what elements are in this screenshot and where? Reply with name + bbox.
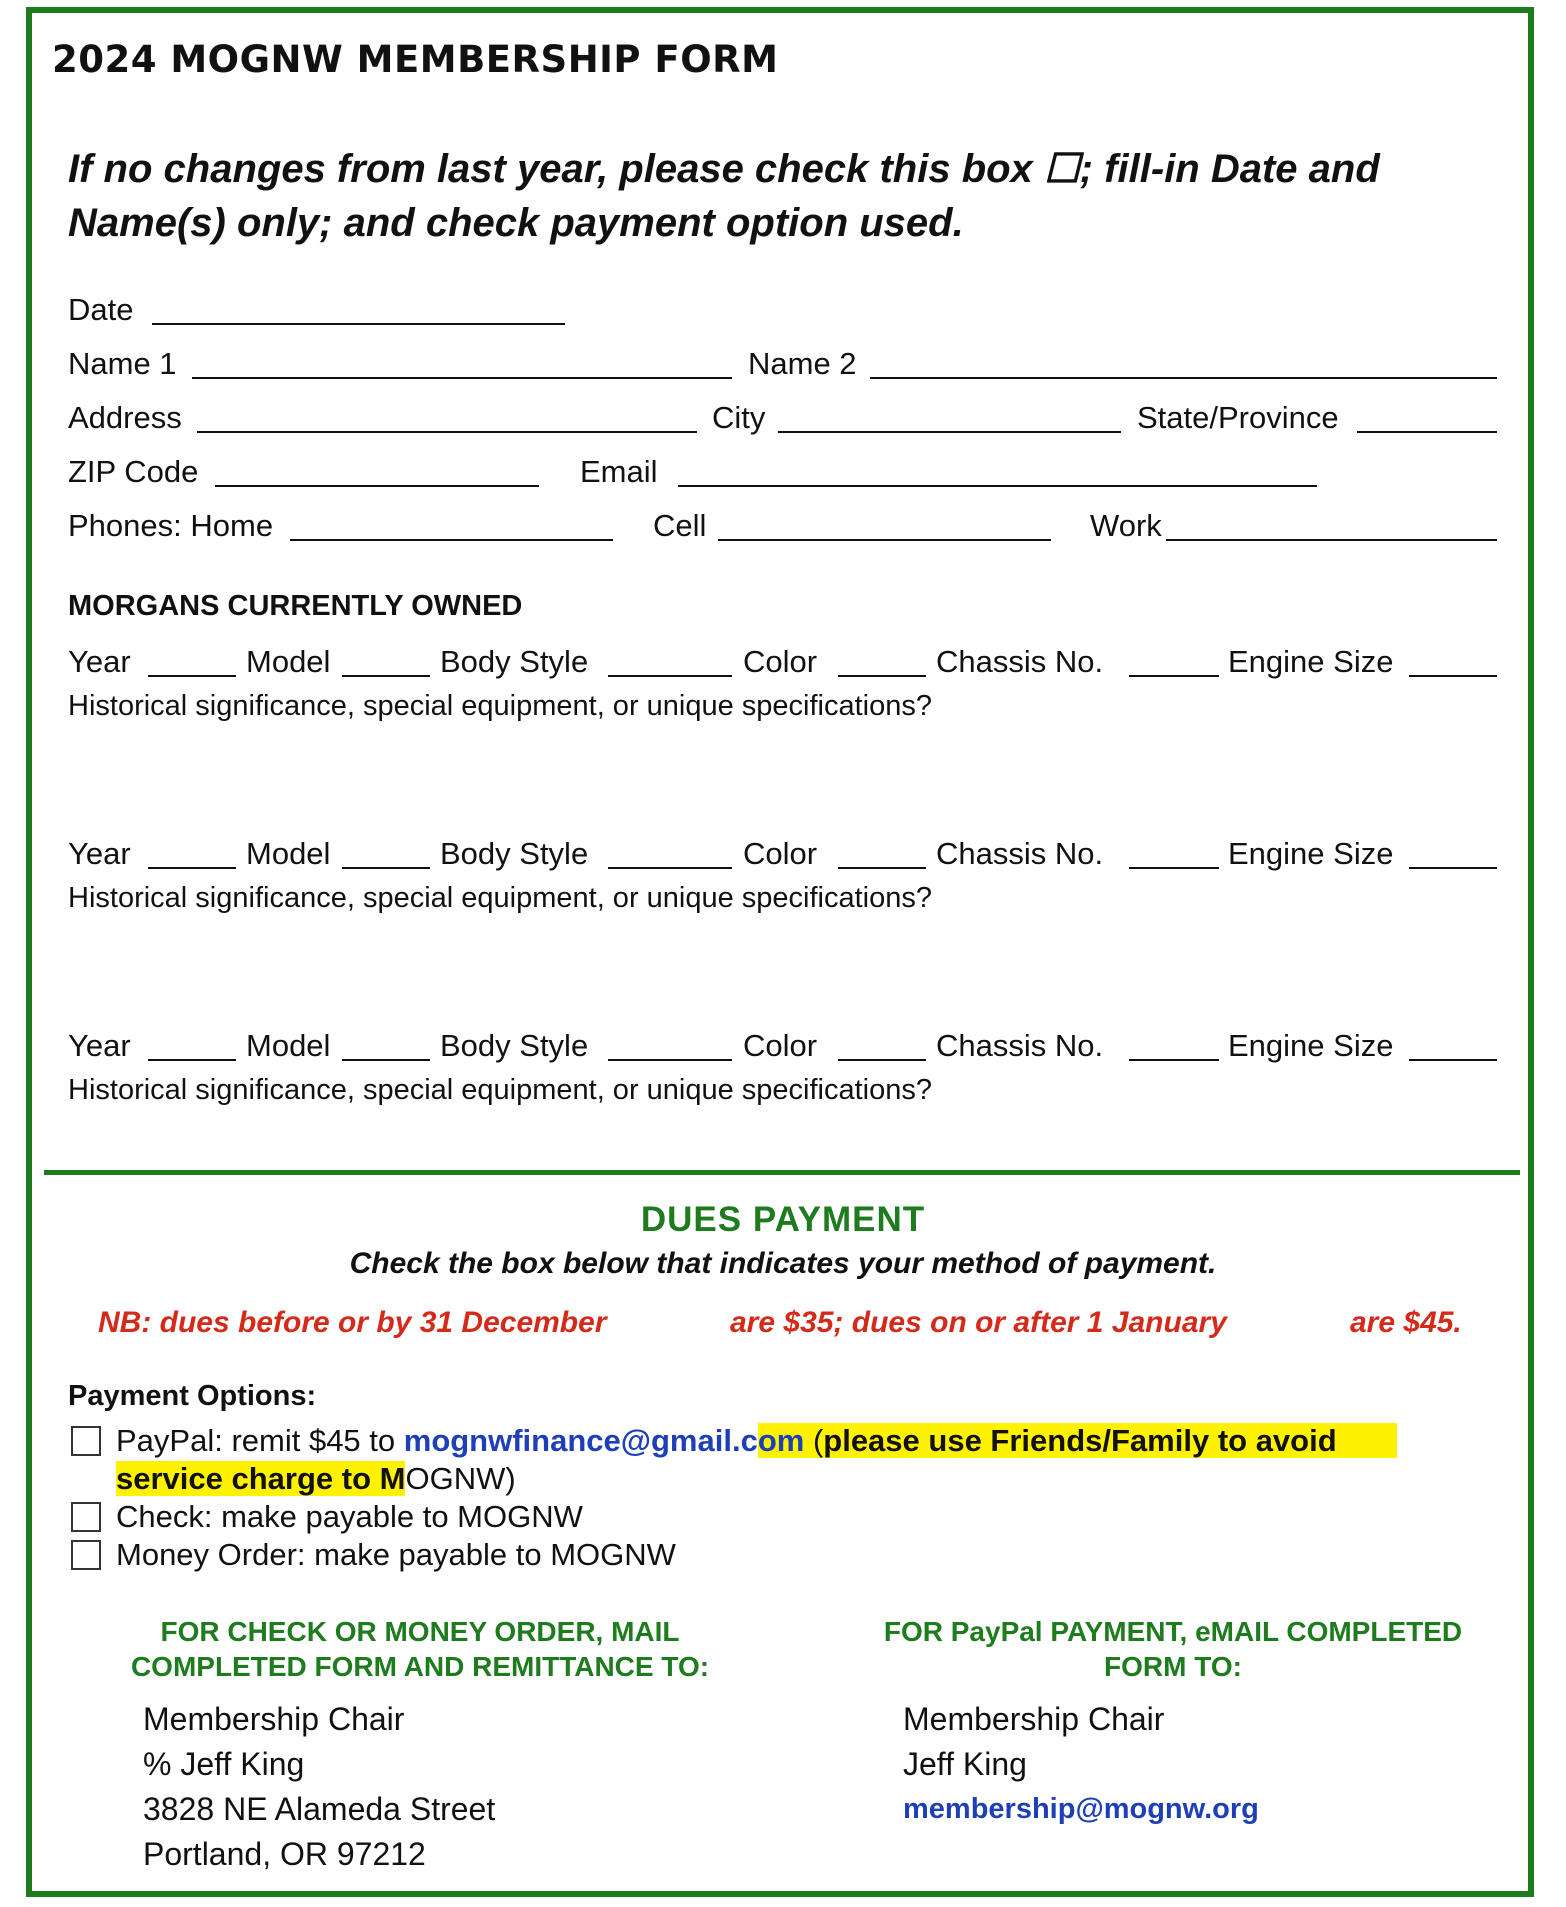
phone-home-label: Phones: Home [68,508,274,543]
chassis-label: Chassis No. [936,1028,1104,1063]
chassis-label: Chassis No. [936,644,1104,679]
year-label: Year [68,1028,131,1063]
city-label: City [712,400,766,435]
year-field[interactable] [148,675,236,677]
model-field[interactable] [342,867,430,869]
paypal-option-line-1 [116,1423,1397,1459]
paypal-email-part-2[interactable]: om [757,1423,805,1458]
email-field[interactable] [678,485,1317,487]
zip-field[interactable] [215,485,539,487]
email-address-block [903,1697,1463,1832]
date-label: Date [68,292,134,327]
model-label: Model [246,836,331,871]
intro-instructions: If no changes from last year, please check this box ☐; fill-in Date and Name(s) only; and check payment option used. [68,147,1380,245]
email-address-line-1: Membership Chair [903,1701,1165,1737]
name2-field[interactable] [870,377,1497,379]
body-style-label: Body Style [440,644,589,679]
body-style-field[interactable] [608,1059,732,1061]
dues-payment-title: DUES PAYMENT [640,1200,926,1239]
year-label: Year [68,644,131,679]
mail-address-line-1: Membership Chair [143,1701,405,1737]
body-style-label: Body Style [440,836,589,871]
mail-address-line-3: 3828 NE Alameda Street [143,1791,496,1827]
city-field[interactable] [778,431,1121,433]
chassis-field[interactable] [1129,867,1219,869]
paypal-paren-open: ( [804,1423,824,1458]
model-field[interactable] [342,1059,430,1061]
money-order-option-label: Money Order: make payable to MOGNW [116,1537,676,1572]
paypal-note-line-1: please use Friends/Family to avoid [823,1423,1396,1458]
engine-size-label: Engine Size [1228,644,1394,679]
engine-size-label: Engine Size [1228,836,1394,871]
color-label: Color [743,1028,818,1063]
name2-label: Name 2 [748,346,857,381]
address-label: Address [68,400,182,435]
morgans-heading: MORGANS CURRENTLY OWNED [68,590,523,622]
model-field[interactable] [342,675,430,677]
address-field[interactable] [197,431,697,433]
model-label: Model [246,1028,331,1063]
body-style-field[interactable] [608,867,732,869]
paypal-checkbox[interactable] [71,1426,101,1456]
chassis-label: Chassis No. [936,836,1104,871]
email-heading: FOR PayPal PAYMENT, eMAIL COMPLETED FORM TO: [883,1616,1463,1682]
color-field[interactable] [838,1059,926,1061]
mail-address-line-4: Portland, OR 97212 [143,1836,426,1872]
model-label: Model [246,644,331,679]
state-field[interactable] [1357,431,1497,433]
email-address-line-2: Jeff King [903,1746,1027,1782]
money-order-checkbox[interactable] [71,1540,101,1570]
year-label: Year [68,836,131,871]
nb-dues-part-2: are $35; dues on or after 1 January [730,1306,1227,1339]
check-option-label: Check: make payable to MOGNW [116,1499,583,1534]
mail-heading: FOR CHECK OR MONEY ORDER, MAIL COMPLETED FORM AND REMITTANCE TO: [130,1616,710,1682]
work-label: Work [1090,508,1162,543]
name1-field[interactable] [192,377,732,379]
historical-question: Historical significance, special equipment, or unique specifications? [68,1074,933,1106]
engine-size-field[interactable] [1409,1059,1497,1061]
chassis-field[interactable] [1129,675,1219,677]
section-divider [44,1170,1520,1175]
paypal-note-line-2: service charge to M [116,1461,406,1496]
historical-question: Historical significance, special equipment, or unique specifications? [68,690,933,722]
nb-dues-part-3: are $45. [1350,1306,1462,1339]
historical-question: Historical significance, special equipment, or unique specifications? [68,882,933,914]
engine-size-label: Engine Size [1228,1028,1394,1063]
cell-label: Cell [653,508,707,543]
paypal-option-line-2 [116,1461,516,1497]
phone-home-field[interactable] [290,539,613,541]
form-title: 2024 MOGNW MEMBERSHIP FORM [52,38,779,81]
paypal-note-line-2-end: OGNW [405,1461,506,1496]
payment-options-heading: Payment Options: [68,1380,317,1412]
chassis-field[interactable] [1129,1059,1219,1061]
mail-address-block [143,1697,703,1877]
year-field[interactable] [148,867,236,869]
body-style-label: Body Style [440,1028,589,1063]
zip-label: ZIP Code [68,454,199,489]
cell-field[interactable] [718,539,1051,541]
paypal-paren-close: ) [505,1461,516,1496]
year-field[interactable] [148,1059,236,1061]
date-field[interactable] [152,323,565,325]
engine-size-field[interactable] [1409,675,1497,677]
color-field[interactable] [838,867,926,869]
dues-payment-subtitle: Check the box below that indicates your method of payment. [349,1247,1217,1280]
color-field[interactable] [838,675,926,677]
name1-label: Name 1 [68,346,177,381]
email-label: Email [580,454,658,489]
engine-size-field[interactable] [1409,867,1497,869]
color-label: Color [743,836,818,871]
paypal-email-part-1[interactable]: mognwfinance@gmail.c [403,1423,758,1458]
state-label: State/Province [1137,400,1339,435]
color-label: Color [743,644,818,679]
membership-email-link[interactable]: membership@mognw.org [903,1793,1259,1825]
mail-address-line-2: % Jeff King [143,1746,305,1782]
check-checkbox[interactable] [71,1502,101,1532]
paypal-prefix: PayPal: remit $45 to [116,1423,404,1458]
work-field[interactable] [1166,539,1497,541]
body-style-field[interactable] [608,675,732,677]
nb-dues-part-1: NB: dues before or by 31 December [98,1306,607,1339]
